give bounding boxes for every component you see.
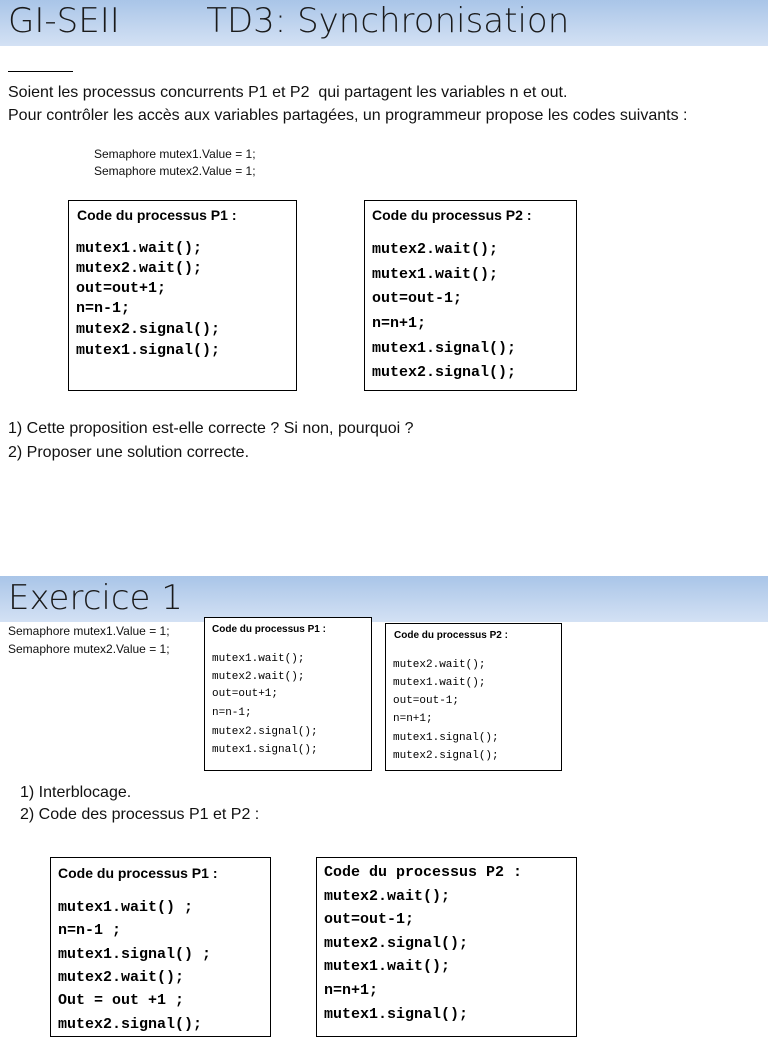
p2-code-line: n=n+1; [393,713,433,725]
p2-code-line: mutex2.signal(); [393,750,499,762]
p2-code-line: mutex1.wait(); [372,266,499,283]
p2-code-line: mutex2.wait(); [393,659,486,671]
semaphore-decl-1: Semaphore mutex1.Value = 1; [94,147,256,161]
solution-p2-line: out=out-1; [324,911,415,928]
p2-code-line: n=n+1; [372,315,427,332]
p1-code-line: mutex2.wait(); [76,260,203,277]
p2-code-line: mutex2.signal(); [372,364,517,381]
short-divider [8,71,73,72]
p2-code-line: mutex1.signal(); [393,732,499,744]
solution-p2-code-box [316,857,577,1037]
question-2: 2) Proposer une solution correcte. [8,444,250,461]
solution-p1-line: mutex2.signal(); [58,1016,203,1033]
p1-code-line: mutex2.signal(); [76,321,221,338]
answer-2: 2) Code des processus P1 et P2 : [20,806,260,823]
answer-1: 1) Interblocage. [20,784,132,801]
p1-code-line: mutex1.signal(); [76,342,221,359]
p2-code-line: mutex1.wait(); [393,677,486,689]
solution-p2-line: mutex1.wait(); [324,958,451,975]
slide1-title: GI-SEII TD3: Synchronisation [8,1,570,41]
solution-p2-line: mutex1.signal(); [324,1006,469,1023]
solution-p2-line: mutex2.signal(); [324,935,469,952]
p1-code-line: out=out+1; [76,280,167,297]
p1-code-line: n=n-1; [76,300,131,317]
solution-p1-line: mutex1.wait() ; [58,899,194,916]
solution-p1-line: n=n-1 ; [58,922,122,939]
p1-code-box [68,200,297,391]
p2-code-header: Code du processus P2 : [372,207,532,223]
p1-code-line: mutex1.wait(); [212,653,305,665]
p1-code-line: n=n-1; [212,707,252,719]
p2-code-line: mutex1.signal(); [372,340,517,357]
semaphore-decl-1: Semaphore mutex1.Value = 1; [8,624,170,638]
slide2-title: Exercice 1 [8,578,183,618]
intro-line-1: Soient les processus concurrents P1 et P2 qui partagent les variables n et out. [8,84,568,101]
solution-p2-line: mutex2.wait(); [324,888,451,905]
p1-code-line: mutex1.signal(); [212,744,318,756]
p2-small-code-box [385,623,562,771]
slide2-title-banner [0,576,768,622]
intro-line-2: Pour contrôler les accès aux variables partagées, un programmeur propose les codes suivants : [8,107,688,124]
question-1: 1) Cette proposition est-elle correcte ? Si non, pourquoi ? [8,420,414,437]
p1-code-header: Code du processus P1 : [77,207,237,223]
semaphore-decl-2: Semaphore mutex2.Value = 1; [94,164,256,178]
p2-code-header: Code du processus P2 : [394,630,508,641]
solution-p2-header: Code du processus P2 : [324,864,523,881]
solution-p2-line: n=n+1; [324,982,379,999]
p1-code-line: mutex2.wait(); [212,671,305,683]
p1-code-header: Code du processus P1 : [212,624,326,635]
p2-code-line: out=out-1; [393,695,460,707]
p1-code-line: out=out+1; [212,688,279,700]
solution-p1-header: Code du processus P1 : [58,865,218,881]
solution-p1-line: mutex2.wait(); [58,969,185,986]
solution-p1-line: Out = out +1 ; [58,992,185,1009]
p2-code-line: out=out-1; [372,290,463,307]
solution-p1-line: mutex1.signal() ; [58,946,212,963]
slide1-title-banner [0,0,768,46]
p1-code-line: mutex1.wait(); [76,240,203,257]
p1-code-line: mutex2.signal(); [212,726,318,738]
p1-small-code-box [204,617,372,771]
solution-p1-code-box [50,857,271,1037]
p2-code-box [364,200,577,391]
p2-code-line: mutex2.wait(); [372,241,499,258]
semaphore-decl-2: Semaphore mutex2.Value = 1; [8,642,170,656]
